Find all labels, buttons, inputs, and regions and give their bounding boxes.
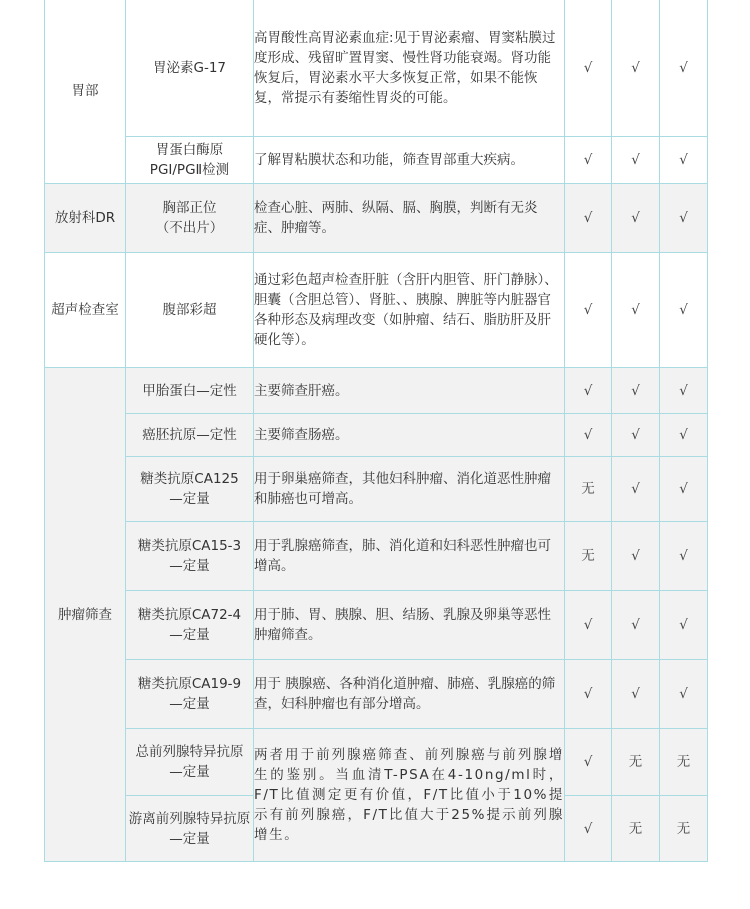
category-cell: 超声检查室 bbox=[45, 253, 126, 368]
item-cell: 糖类抗原CA125 —定量 bbox=[126, 457, 254, 522]
item-cell: 糖类抗原CA15-3 —定量 bbox=[126, 522, 254, 591]
category-cell: 放射科DR bbox=[45, 184, 126, 253]
item-cell: 甲胎蛋白—定性 bbox=[126, 368, 254, 414]
table-row bbox=[45, 457, 708, 522]
package-mark: √ bbox=[660, 457, 708, 522]
table-row bbox=[45, 184, 708, 253]
package-mark: √ bbox=[660, 522, 708, 591]
package-mark: √ bbox=[565, 253, 612, 368]
item-cell: 糖类抗原CA19-9 —定量 bbox=[126, 660, 254, 729]
exam-items-table bbox=[44, 0, 708, 862]
table-row bbox=[45, 591, 708, 660]
item-cell: 胃蛋白酶原 PGⅠ/PGⅡ检测 bbox=[126, 137, 254, 184]
package-mark: 无 bbox=[660, 796, 708, 862]
category-cell: 肿瘤筛查 bbox=[45, 368, 126, 862]
package-mark: 无 bbox=[612, 796, 660, 862]
description-cell: 通过彩色超声检查肝脏（含肝内胆管、肝门静脉）、胆囊（含胆总管）、肾脏、、胰腺、脾脏等内脏器官 各种形态及病理改变（如肿瘤、结石、脂肪肝及肝硬化等）。 bbox=[254, 253, 565, 368]
table-row bbox=[45, 522, 708, 591]
package-mark: √ bbox=[660, 184, 708, 253]
package-mark: √ bbox=[612, 591, 660, 660]
table-row bbox=[45, 0, 708, 137]
package-mark: √ bbox=[612, 137, 660, 184]
package-mark: 无 bbox=[660, 729, 708, 796]
item-cell: 游离前列腺特异抗原 —定量 bbox=[126, 796, 254, 862]
table-row bbox=[45, 137, 708, 184]
item-cell: 糖类抗原CA72-4 —定量 bbox=[126, 591, 254, 660]
package-mark: √ bbox=[565, 591, 612, 660]
description-cell: 高胃酸性高胃泌素血症:见于胃泌素瘤、胃窦粘膜过度形成、残留旷置胃窦、慢性肾功能衰竭。肾功能恢复后，胃泌素水平大多恢复正常，如果不能恢复，常提示有萎缩性胃炎的可能。 bbox=[254, 0, 565, 137]
item-cell: 总前列腺特异抗原 —定量 bbox=[126, 729, 254, 796]
package-mark: √ bbox=[565, 729, 612, 796]
table-row bbox=[45, 368, 708, 414]
package-mark: √ bbox=[612, 660, 660, 729]
table-row bbox=[45, 729, 708, 796]
item-cell: 腹部彩超 bbox=[126, 253, 254, 368]
description-cell: 用于乳腺癌筛查，肺、消化道和妇科恶性肿瘤也可增高。 bbox=[254, 522, 565, 591]
description-cell: 两者用于前列腺癌筛查、前列腺癌与前列腺增生的鉴别。当血清T-PSA在4-10ng/ml时，F/T比值测定更有价值，F/T比值小于10%提示有前列腺癌，F/T比值大于25%提示前列腺增生。 bbox=[254, 729, 565, 862]
package-mark: √ bbox=[660, 137, 708, 184]
item-cell: 胸部正位 （不出片） bbox=[126, 184, 254, 253]
package-mark: √ bbox=[660, 660, 708, 729]
package-mark: √ bbox=[565, 137, 612, 184]
package-mark: √ bbox=[612, 522, 660, 591]
item-cell: 胃泌素G-17 bbox=[126, 0, 254, 137]
package-mark: √ bbox=[660, 253, 708, 368]
package-mark: √ bbox=[565, 414, 612, 457]
package-mark: √ bbox=[660, 368, 708, 414]
package-mark: 无 bbox=[565, 457, 612, 522]
item-cell: 癌胚抗原—定性 bbox=[126, 414, 254, 457]
package-mark: √ bbox=[660, 414, 708, 457]
package-mark: 无 bbox=[565, 522, 612, 591]
table-row bbox=[45, 414, 708, 457]
description-cell: 主要筛查肠癌。 bbox=[254, 414, 565, 457]
description-cell: 用于肺、胃、胰腺、胆、结肠、乳腺及卵巢等恶性肿瘤筛查。 bbox=[254, 591, 565, 660]
package-mark: √ bbox=[660, 591, 708, 660]
package-mark: √ bbox=[612, 253, 660, 368]
package-mark: √ bbox=[565, 368, 612, 414]
category-cell: 胃部 bbox=[45, 0, 126, 184]
package-mark: √ bbox=[565, 184, 612, 253]
package-mark: √ bbox=[612, 368, 660, 414]
package-mark: √ bbox=[612, 0, 660, 137]
description-cell: 主要筛查肝癌。 bbox=[254, 368, 565, 414]
description-cell: 用于 胰腺癌、各种消化道肿瘤、肺癌、乳腺癌的筛查，妇科肿瘤也有部分增高。 bbox=[254, 660, 565, 729]
description-cell: 用于卵巢癌筛查，其他妇科肿瘤、消化道恶性肿瘤和肺癌也可增高。 bbox=[254, 457, 565, 522]
package-mark: √ bbox=[612, 414, 660, 457]
package-mark: √ bbox=[612, 457, 660, 522]
table-row bbox=[45, 660, 708, 729]
description-cell: 检查心脏、两肺、纵隔、膈、胸膜，判断有无炎症、肿瘤等。 bbox=[254, 184, 565, 253]
package-mark: √ bbox=[565, 0, 612, 137]
description-cell: 了解胃粘膜状态和功能，筛查胃部重大疾病。 bbox=[254, 137, 565, 184]
package-mark: √ bbox=[612, 184, 660, 253]
table-row bbox=[45, 253, 708, 368]
package-mark: √ bbox=[660, 0, 708, 137]
package-mark: √ bbox=[565, 660, 612, 729]
package-mark: 无 bbox=[612, 729, 660, 796]
package-mark: √ bbox=[565, 796, 612, 862]
